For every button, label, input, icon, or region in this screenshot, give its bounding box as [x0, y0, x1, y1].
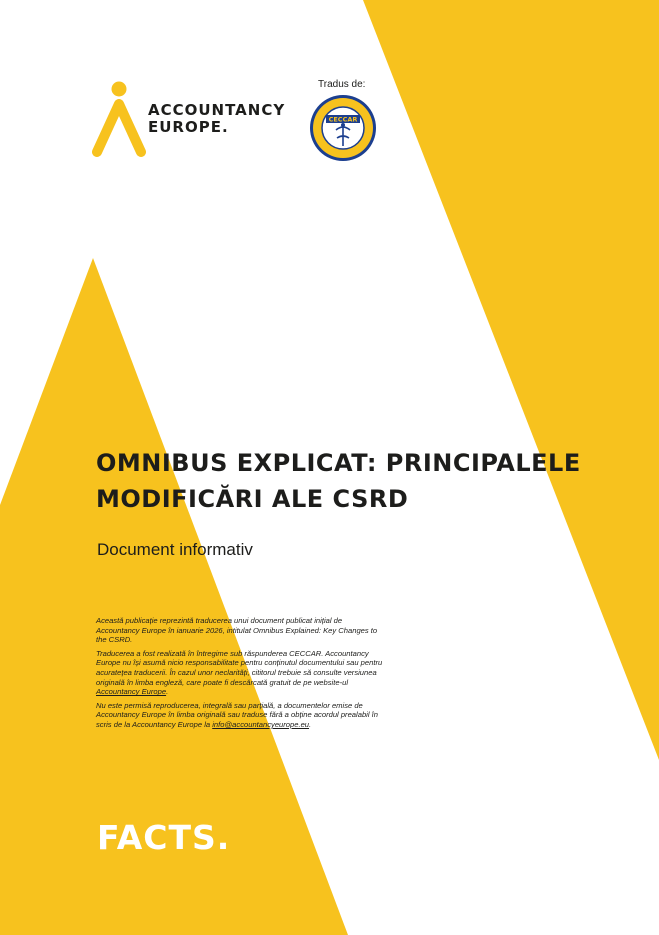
translation-notes	[96, 616, 386, 734]
note-3-end: .	[309, 719, 312, 729]
logo-line-1: ACCOUNTANCY	[148, 101, 286, 119]
note-paragraph-1: Această publicație reprezintă traducerea unui document publicat inițial de Accountancy Europe în ianuarie 2026, intitulat Omnibus Explained: Key Changes to the CSRD.	[96, 616, 378, 645]
page-title	[96, 445, 636, 517]
seal-text: CECCAR	[328, 115, 358, 124]
contact-email-link[interactable]: info@accountancyeurope.eu	[212, 719, 310, 729]
accountancy-europe-person-icon	[92, 80, 148, 160]
title-line-1: OMNIBUS EXPLICAT: PRINCIPALELE	[96, 449, 581, 477]
note-paragraph-3	[96, 701, 386, 730]
top-right-yellow-shape	[363, 0, 659, 760]
note-2-text: Traducerea a fost realizată în întregime sub răspunderea CECCAR. Accountancy Europe nu își asumă nicio responsabilitate pentru conținutul documentului sau pentru acuratețea traducerii. În cazul unor neclarități, cititorul trebuie să consulte versiunea originală în limba engleză, care poate fi descărcată gratuit de pe website-ul	[96, 648, 383, 687]
accountancy-europe-wordmark	[148, 102, 285, 136]
note-paragraph-2	[96, 649, 386, 697]
title-line-2: MODIFICĂRI ALE CSRD	[96, 485, 409, 513]
note-3-text: Nu este permisă reproducerea, integrală sau parțială, a documentelor emise de Accountancy Europe în limba originală sau traduse fără a obține acordul prealabil în scris de la Accountancy Europe la	[96, 700, 378, 729]
translated-by-label: Tradus de:	[318, 79, 366, 90]
ceccar-seal-icon	[309, 94, 377, 162]
page-subtitle: Document informativ	[97, 540, 253, 559]
facts-brand: FACTS.	[97, 818, 231, 857]
note-2-end: .	[166, 687, 169, 697]
accountancy-europe-link[interactable]: Accountancy Europe	[96, 687, 167, 697]
logo-line-2: EUROPE.	[148, 118, 229, 136]
